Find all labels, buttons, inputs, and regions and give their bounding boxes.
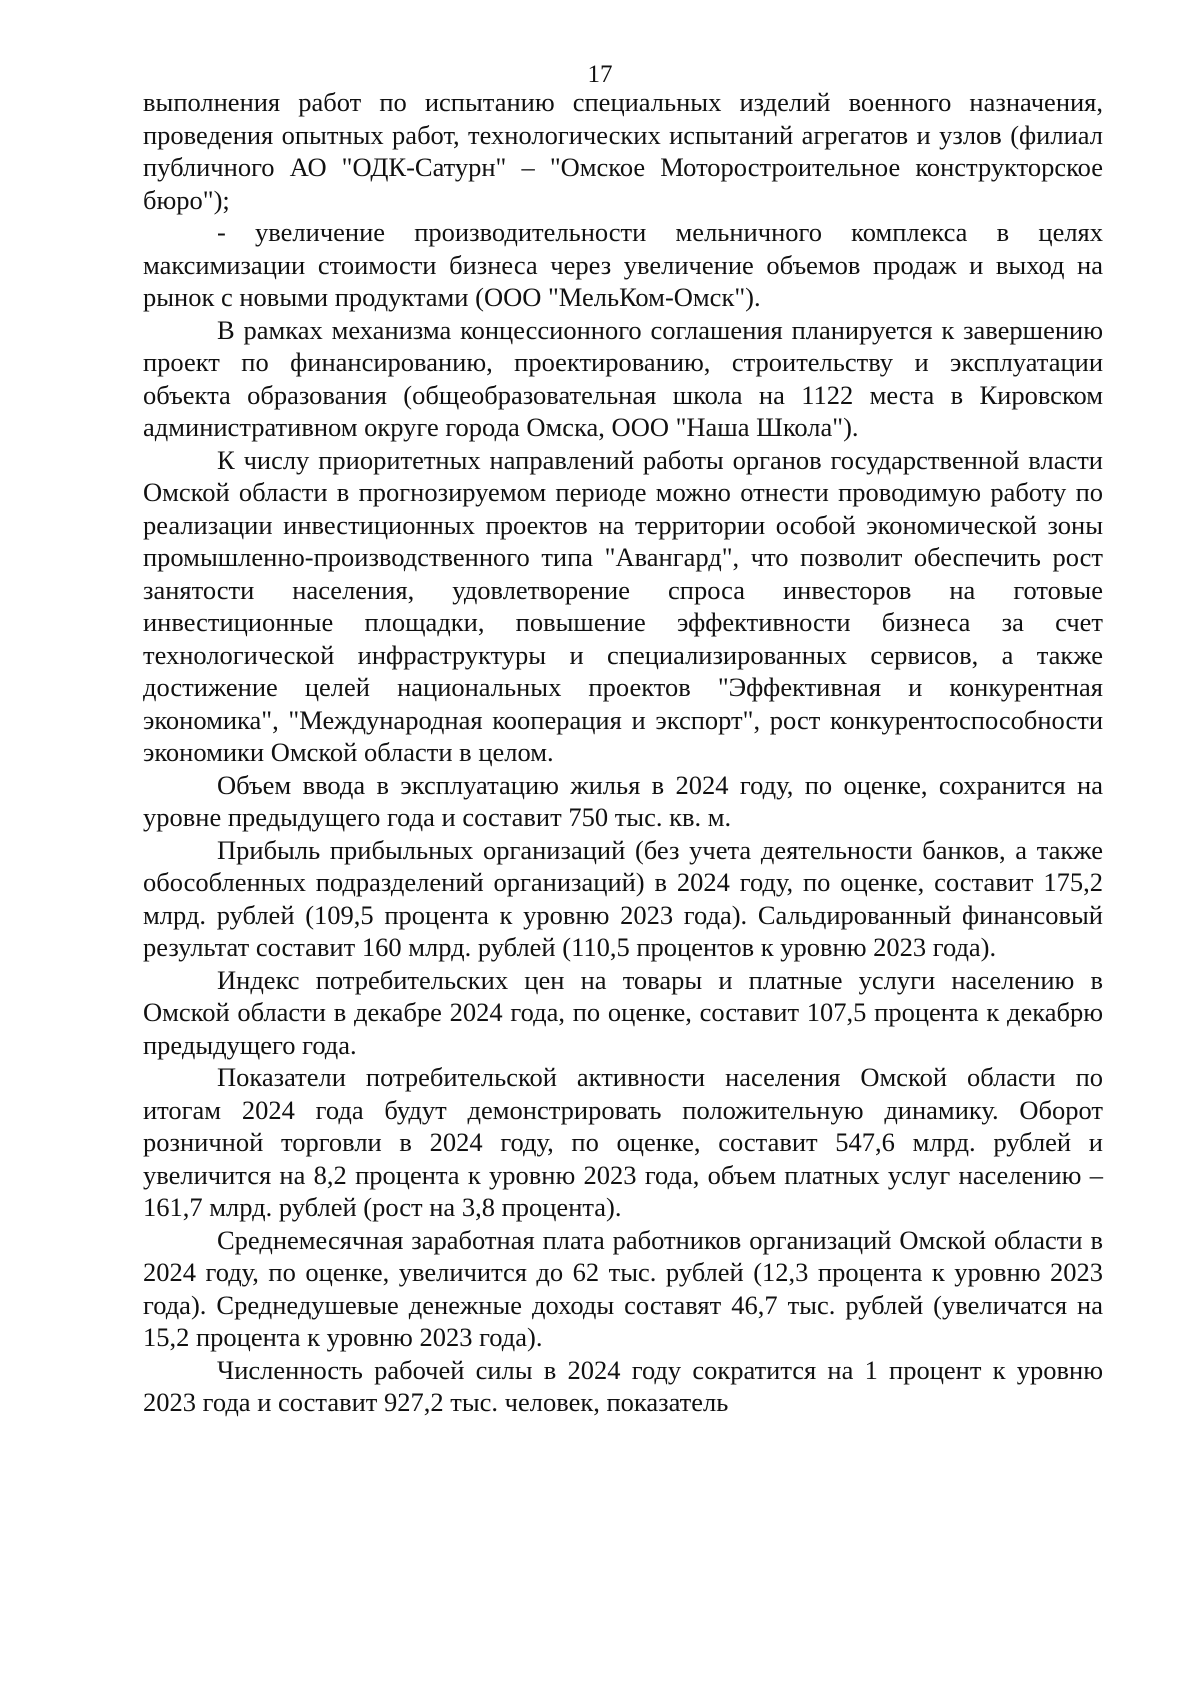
document-body <box>143 86 1103 1419</box>
paragraph: Объем ввода в эксплуатацию жилья в 2024 году, по оценке, сохранится на уровне предыдущего года и составит 750 тыс. кв. м. <box>143 769 1103 832</box>
paragraph: К числу приоритетных направлений работы органов государственной власти Омской области в прогнозируемом периоде можно отнести проводимую работу по реализации инвестиционных проектов на территории особой экономической зоны промышленно-производственного типа "Авангард", что позволит обеспечить рост занятости населения, удовлетворение спроса инвесторов на готовые инвестиционные площадки, повышение эффективности бизнеса за счет технологической инфраструктуры и специализированных сервисов, а также достижение целей национальных проектов "Эффективная и конкурентная экономика", "Международная кооперация и экспорт", рост конкурентоспособности экономики Омской области в целом. <box>143 444 1103 767</box>
paragraph: Численность рабочей силы в 2024 году сократится на 1 процент к уровню 2023 года и составит 927,2 тыс. человек, показатель <box>143 1354 1103 1417</box>
paragraph: Прибыль прибыльных организаций (без учета деятельности банков, а также обособленных подразделений организаций) в 2024 году, по оценке, составит 175,2 млрд. рублей (109,5 процента к уровню 2023 года). Сальдированный финансовый результат составит 160 млрд. рублей (110,5 процентов к уровню 2023 года). <box>143 834 1103 962</box>
paragraph-continuation: выполнения работ по испытанию специальных изделий военного назначения, проведения опытных работ, технологических испытаний агрегатов и узлов (филиал публичного АО "ОДК-Сатурн" – "Омское Моторостроительное конструкторское бюро"); <box>143 87 1103 215</box>
paragraph: Показатели потребительской активности населения Омской области по итогам 2024 года будут демонстрировать положительную динамику. Оборот розничной торговли в 2024 году, по оценке, составит 547,6 млрд. рублей и увеличится на 8,2 процента к уровню 2023 года, объем платных услуг населению – 161,7 млрд. рублей (рост на 3,8 процента). <box>143 1062 1103 1222</box>
paragraph-list-item: - увеличение производительности мельничного комплекса в целях максимизации стоимости бизнеса через увеличение объемов продаж и выход на рынок с новыми продуктами (ООО "МельКом-Омск"). <box>143 217 1103 312</box>
page-number: 17 <box>587 61 613 88</box>
paragraph: Среднемесячная заработная плата работников организаций Омской области в 2024 году, по оценке, увеличится до 62 тыс. рублей (12,3 процента к уровню 2023 года). Среднедушевые денежные доходы составят 46,7 тыс. рублей (увеличатся на 15,2 процента к уровню 2023 года). <box>143 1224 1103 1352</box>
paragraph: В рамках механизма концессионного соглашения планируется к завершению проект по финансированию, проектированию, строительству и эксплуатации объекта образования (общеобразовательная школа на 1122 места в Кировском административном округе города Омска, ООО "Наша Школа"). <box>143 314 1103 442</box>
paragraph: Индекс потребительских цен на товары и платные услуги населению в Омской области в декабре 2024 года, по оценке, составит 107,5 процента к декабрю предыдущего года. <box>143 964 1103 1060</box>
